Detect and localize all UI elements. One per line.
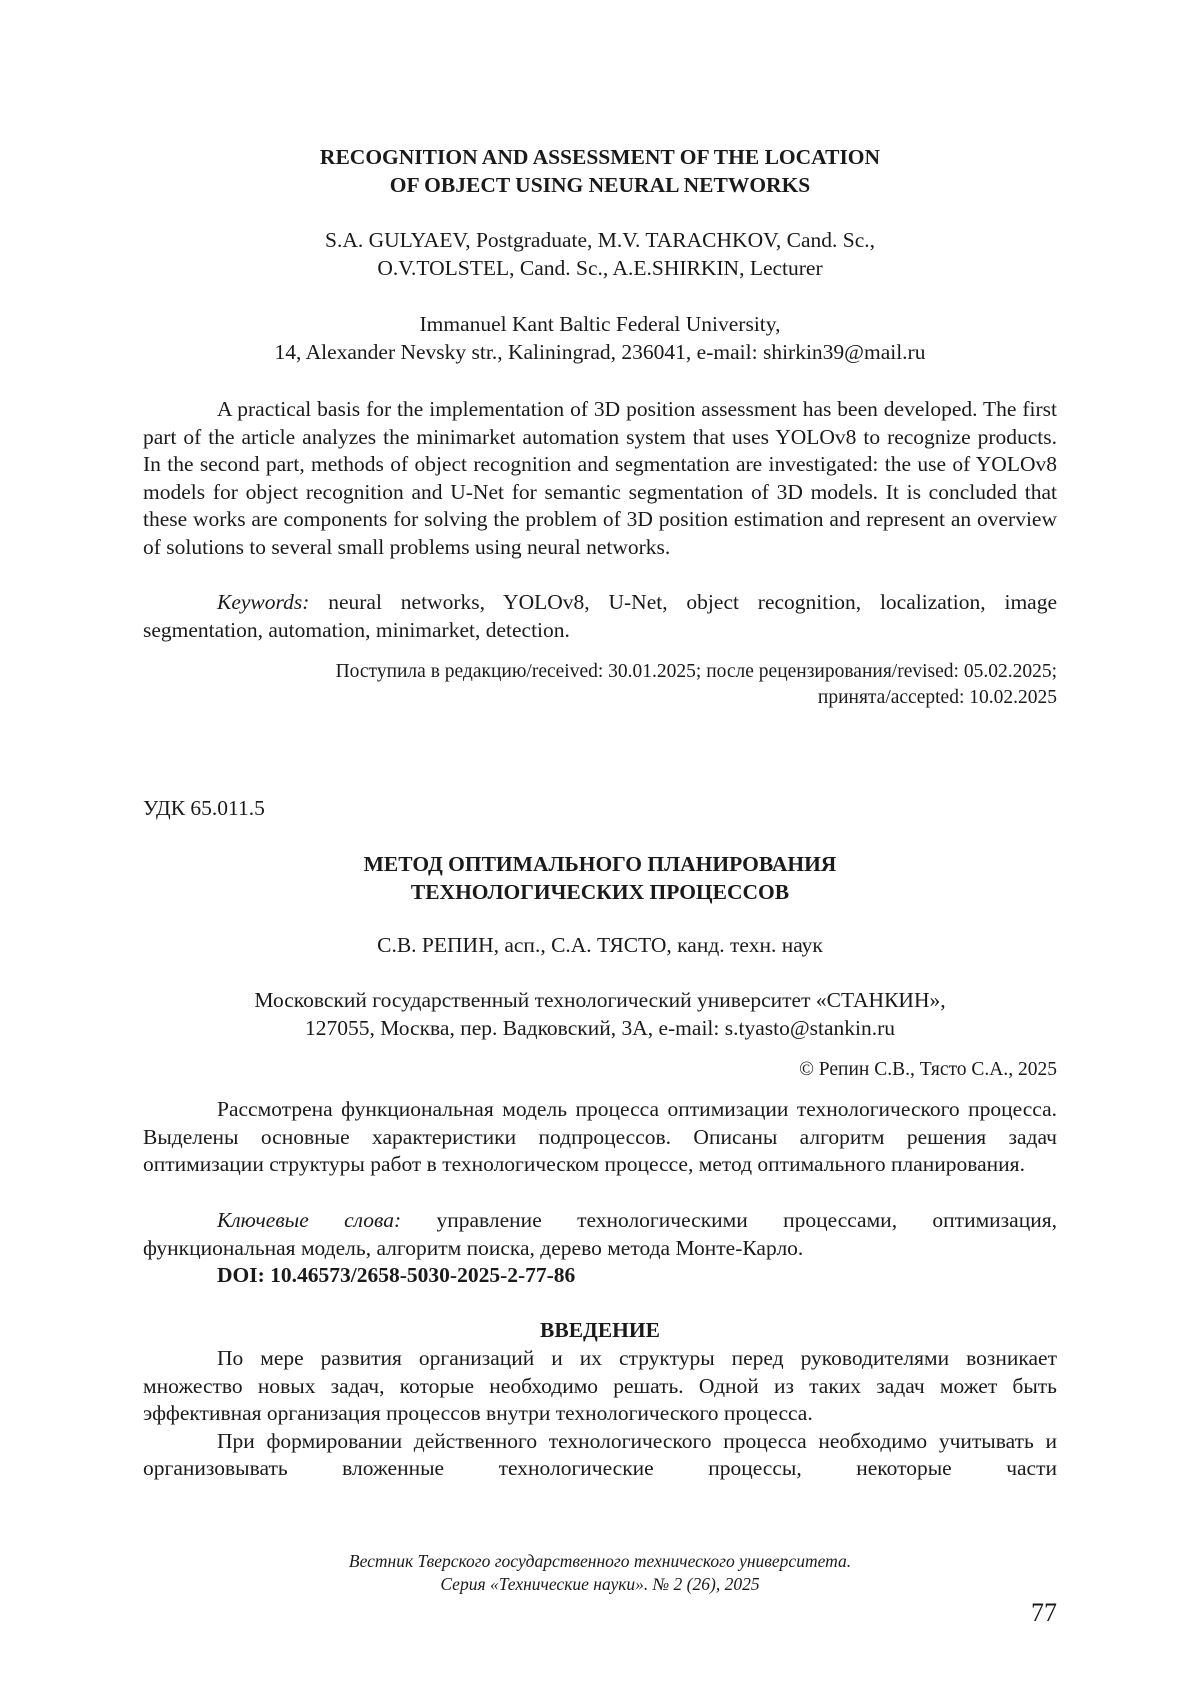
article1-dates-line: Поступила в редакцию/received: 30.01.2025; после рецензирования/revised: 05.02.2025; (335, 661, 1057, 682)
article2-affiliation-line: 127055, Москва, пер. Вадковский, 3А, e-mail: s.tyasto@stankin.ru (304, 1015, 896, 1040)
article2-affiliation (143, 987, 1057, 1042)
article1-authors-line: S.A. GULYAEV, Postgraduate, M.V. TARACHKOV, Cand. Sc., (325, 228, 875, 252)
article2-title-line: МЕТОД ОПТИМАЛЬНОГО ПЛАНИРОВАНИЯ (363, 852, 837, 876)
body-paragraph: По мере развития организаций и их структуры перед руководителями возникает множество новых задач, которые необходимо решать. Одной из таких задач может быть эффективная организация процессов внутри технологического процесса. (143, 1346, 1057, 1426)
copyright-line: © Репин С.В., Тясто С.А., 2025 (799, 1059, 1057, 1080)
article2-authors-line: С.В. РЕПИН, асп., С.А. ТЯСТО, канд. техн. наук (377, 933, 823, 957)
article2-authors (143, 932, 1057, 960)
article1-dates-line: принята/accepted: 10.02.2025 (817, 687, 1057, 708)
article2-udc (143, 795, 1057, 823)
article1-dates (143, 659, 1057, 711)
article1-keywords (143, 589, 1057, 644)
article1-keywords-paragraph (143, 589, 1057, 644)
article1-authors (143, 227, 1057, 282)
article1-authors-line: O.V.TOLSTEL, Cand. Sc., A.E.SHIRKIN, Lecturer (377, 255, 823, 280)
article2-keywords (143, 1207, 1057, 1262)
article2-copyright (143, 1057, 1057, 1083)
article2-title-line: ТЕХНОЛОГИЧЕСКИХ ПРОЦЕССОВ (410, 880, 790, 904)
article2-keywords-paragraph (143, 1207, 1057, 1262)
keywords-label: Keywords: (217, 590, 310, 614)
article2-body (143, 1345, 1057, 1483)
section-heading-introduction (143, 1317, 1057, 1345)
article1-title-line: RECOGNITION AND ASSESSMENT OF THE LOCATION (319, 145, 881, 169)
article2-affiliation-line: Московский государственный технологический университет «СТАНКИН», (254, 988, 946, 1012)
section-heading: ВВЕДЕНИЕ (540, 1318, 660, 1342)
article1-affiliation-line: Immanuel Kant Baltic Federal University, (419, 312, 781, 336)
body-paragraph: При формировании действенного технологического процесса необходимо учитывать и организовывать вложенные технологические процессы, некоторые части (143, 1428, 1057, 1481)
article1-title-line: OF OBJECT USING NEURAL NETWORKS (389, 173, 811, 197)
article1-abstract-text: A practical basis for the implementation of 3D position assessment has been developed. The first part of the article analyzes the minimarket automation system that uses YOLOv8 to recognize products. In the second part, methods of object recognition and segmentation are investigated: the use of YOLOv8 models for object recognition and U-Net for semantic segmentation of 3D models. It is concluded that these works are components for solving the problem of 3D position estimation and represent an overview of solutions to several small problems using neural networks. (143, 397, 1057, 559)
doi-link: DOI: 10.46573/2658-5030-2025-2-77-86 (217, 1263, 576, 1287)
article1-title (143, 143, 1057, 199)
keywords-label: Ключевые слова: (217, 1208, 402, 1232)
article2-title (143, 850, 1057, 906)
journal-footer (143, 1550, 1057, 1596)
article1-affiliation (143, 311, 1057, 366)
udc-code: УДК 65.011.5 (143, 796, 265, 820)
article2-doi (143, 1262, 1057, 1290)
article2-abstract-text: Рассмотрена функциональная модель процесса оптимизации технологического процесса. Выделены основные характеристики подпроцессов. Описаны алгоритм решения задач оптимизации структуры работ в технологическом процессе, метод оптимального планирования. (143, 1097, 1057, 1177)
keywords-text: neural networks, YOLOv8, U-Net, object recognition, localization, image segmentation, automation, minimarket, detection. (143, 590, 1057, 642)
journal-footer-line: Серия «Технические науки». № 2 (26), 2025 (440, 1574, 760, 1594)
article1-abstract (143, 396, 1057, 562)
journal-footer-line: Вестник Тверского государственного технического университета. (348, 1551, 852, 1571)
keywords-text: управление технологическими процессами, оптимизация, функциональная модель, алгоритм поиска, дерево метода Монте-Карло. (143, 1208, 1057, 1260)
article1-affiliation-line: 14, Alexander Nevsky str., Kaliningrad, 236041, e-mail: shirkin39@mail.ru (274, 339, 926, 364)
article2-abstract (143, 1096, 1057, 1179)
page-number: 77 (1031, 1598, 1057, 1627)
